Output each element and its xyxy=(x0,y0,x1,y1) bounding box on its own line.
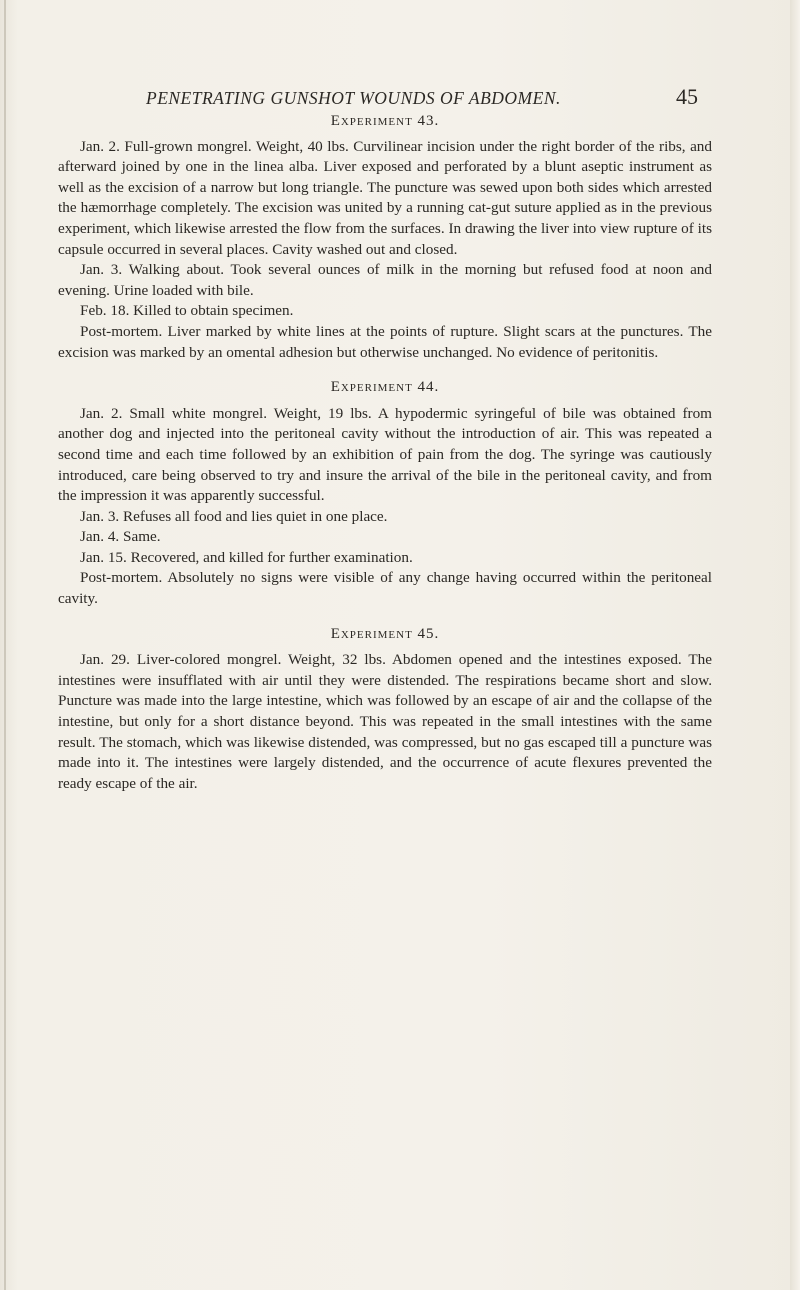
paragraph: Jan. 4. Same. xyxy=(80,528,161,546)
paragraph: Jan. 3. Walking about. Took several ounces of milk in the morning but refused food at noon and evening. Urine loaded with bile. xyxy=(58,261,712,299)
experiment-section xyxy=(58,111,712,363)
page-binding-edge xyxy=(4,0,6,1290)
paragraph: Post-mortem. Liver marked by white lines at the points of rupture. Slight scars at the punctures. The excision was marked by an omental adhesion but otherwise unchanged. No evidence of peritonitis. xyxy=(58,322,712,361)
running-head: PENETRATING GUNSHOT WOUNDS OF ABDOMEN. xyxy=(146,88,561,108)
experiment-section xyxy=(58,616,712,795)
paragraph: Jan. 3. Refuses all food and lies quiet in one place. xyxy=(80,507,388,525)
page-right-edge xyxy=(790,0,800,1290)
experiment-heading: Experiment 45. xyxy=(330,625,440,642)
paragraph: Jan. 2. Small white mongrel. Weight, 19 lbs. A hypodermic syringeful of bile was obtained from another dog and injected into the peritoneal cavity without the introduction of air. This was repeated a second time and each time followed by an exhibition of pain from the dog. The syringe was cautiously introduced, care being observed to try and insure the arrival of the bile in the peritoneal cavity, and from the impression it was apparently successful. xyxy=(58,404,712,505)
experiment-heading: Experiment 43. xyxy=(330,113,440,129)
experiment-heading: Experiment 44. xyxy=(330,379,440,396)
body-text xyxy=(58,111,712,800)
paragraph: Jan. 29. Liver-colored mongrel. Weight, 32 lbs. Abdomen opened and the intestines exposed. The intestines were insufflated with air until they were distended. The respirations became short and slow. Puncture was made into the large intestine, which was followed by an escape of air and the collapse of the intestine, but only for a short distance beyond. This was repeated in the small intestines with the same result. The stomach, which was likewise distended, was compressed, but no gas escaped till a puncture was made into it. The intestines were largely distended, and the occurrence of acute flexures prevented the ready escape of the air. xyxy=(58,651,712,792)
paragraph: Feb. 18. Killed to obtain specimen. xyxy=(80,302,294,320)
paragraph: Post-mortem. Absolutely no signs were visible of any change having occurred within the peritoneal cavity. xyxy=(58,569,712,608)
paragraph: Jan. 2. Full-grown mongrel. Weight, 40 lbs. Curvilinear incision under the right border of the ribs, and afterward joined by one in the linea alba. Liver exposed and perforated by a blunt aseptic instrument as well as the excision of a narrow but long triangle. The puncture was sewed upon both sides which arrested the hæmorrhage completely. The excision was united by a running cat-gut suture applied as in the previous experiment, which likewise arrested the flow from the surfaces. In drawing the liver into view rupture of its capsule occurred in several places. Cavity washed out and closed. xyxy=(58,137,712,258)
experiment-section xyxy=(58,369,712,610)
paragraph: Jan. 15. Recovered, and killed for further examination. xyxy=(80,548,413,566)
page-number: 45 xyxy=(676,84,698,109)
